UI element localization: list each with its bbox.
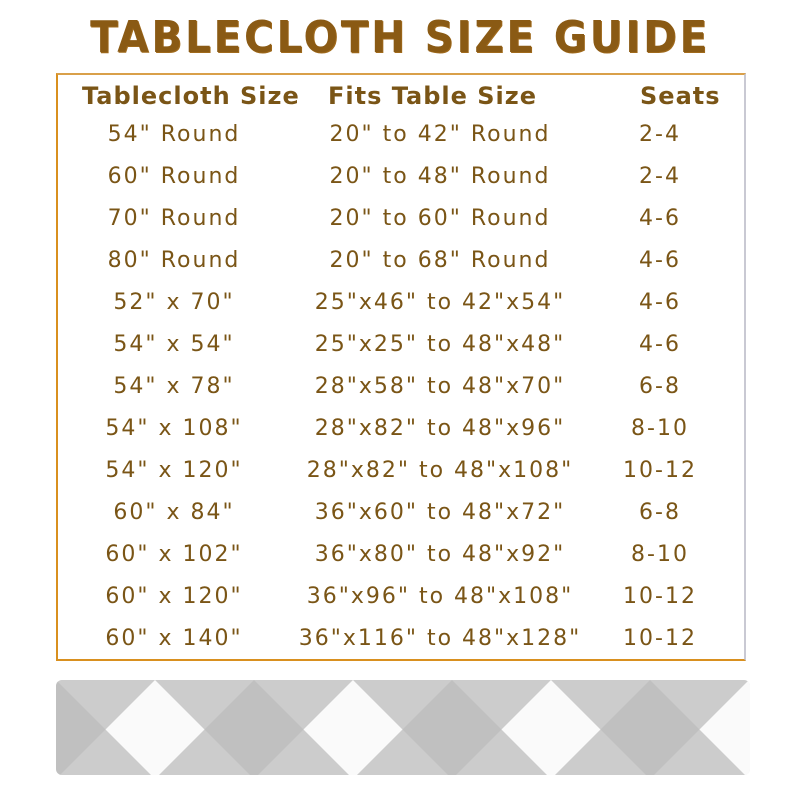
cell-seats: 8-10 [631, 542, 689, 567]
cell-fits-table-size: 20" to 60" Round [329, 206, 551, 231]
cell-tablecloth-size: 70" Round [107, 206, 241, 231]
header-fits-table-size: Fits Table Size [328, 82, 538, 110]
cell-seats: 4-6 [639, 248, 681, 273]
cell-fits-table-size: 28"x82" to 48"x96" [314, 416, 566, 441]
cell-tablecloth-size: 52" x 70" [113, 290, 235, 315]
cell-seats: 6-8 [639, 374, 681, 399]
cell-tablecloth-size: 60" Round [107, 164, 241, 189]
cell-fits-table-size: 20" to 48" Round [329, 164, 551, 189]
cell-tablecloth-size: 54" x 54" [113, 332, 235, 357]
cell-fits-table-size: 36"x60" to 48"x72" [314, 500, 566, 525]
cell-fits-table-size: 36"x80" to 48"x92" [314, 542, 566, 567]
cell-fits-table-size: 28"x58" to 48"x70" [314, 374, 566, 399]
cell-tablecloth-size: 54" x 120" [105, 458, 243, 483]
cell-seats: 10-12 [623, 626, 697, 651]
cell-tablecloth-size: 60" x 84" [113, 500, 235, 525]
cell-fits-table-size: 20" to 42" Round [329, 122, 551, 147]
size-table-frame [56, 73, 746, 661]
header-seats: Seats [640, 82, 721, 110]
gingham-fabric-swatch [56, 680, 750, 775]
cell-seats: 6-8 [639, 500, 681, 525]
cell-fits-table-size: 36"x96" to 48"x108" [306, 584, 574, 609]
cell-fits-table-size: 28"x82" to 48"x108" [306, 458, 574, 483]
cell-seats: 2-4 [639, 122, 681, 147]
cell-fits-table-size: 25"x25" to 48"x48" [314, 332, 566, 357]
cell-tablecloth-size: 54" x 78" [113, 374, 235, 399]
cell-tablecloth-size: 60" x 120" [105, 584, 243, 609]
header-tablecloth-size: Tablecloth Size [82, 82, 300, 110]
cell-tablecloth-size: 54" Round [107, 122, 241, 147]
cell-seats: 10-12 [623, 584, 697, 609]
cell-seats: 10-12 [623, 458, 697, 483]
cell-seats: 2-4 [639, 164, 681, 189]
cell-tablecloth-size: 54" x 108" [105, 416, 243, 441]
cell-seats: 4-6 [639, 290, 681, 315]
cell-fits-table-size: 25"x46" to 42"x54" [314, 290, 566, 315]
page-title: TABLECLOTH SIZE GUIDE [90, 12, 710, 63]
cell-seats: 4-6 [639, 332, 681, 357]
cell-seats: 8-10 [631, 416, 689, 441]
cell-tablecloth-size: 60" x 140" [105, 626, 243, 651]
cell-tablecloth-size: 80" Round [107, 248, 241, 273]
cell-tablecloth-size: 60" x 102" [105, 542, 243, 567]
cell-seats: 4-6 [639, 206, 681, 231]
cell-fits-table-size: 36"x116" to 48"x128" [298, 626, 582, 651]
cell-fits-table-size: 20" to 68" Round [329, 248, 551, 273]
